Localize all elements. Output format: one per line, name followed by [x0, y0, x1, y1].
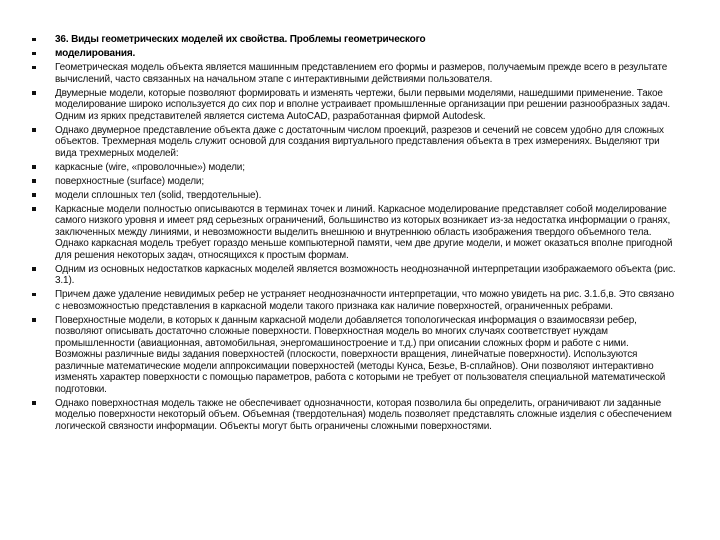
list-item [30, 62, 678, 85]
list-item [30, 398, 678, 433]
bullet-text: Каркасные модели полностью описываются в терминах точек и линий. Каркасное моделирование представляет собой моделирование самого низкого уровня и имеет ряд серьезных ограничений, большинство из которых возникает из-за недостатка информации о гранях, заключенных между линиями, и невозможности выделить внешнюю и внутреннюю область изображения твердого объемного тела. Однако каркасная модель требует гораздо меньше компьютерной памяти, чем две другие модели, и может оказаться вполне пригодной для решения некоторых задач, относящихся к простым формам. [55, 203, 673, 261]
bullet-square-icon [32, 165, 36, 169]
bullet-text: Поверхностные модели, в которых к данным каркасной модели добавляется топологическая информация о взаимосвязи ребер, позволяют описывать достаточно сложные поверхности. Поверхностная модель во многих случаях соответствует нуждам промышленности (авиационная, автомобильная, энергомашиностроение и т.д.) при описании сложных форм и работе с ними. Возможны различные виды задания поверхностей (плоскости, поверхности вращения, линейчатые поверхности). Используются различные математические модели аппроксимации поверхностей (методы Кунса, Безье, В-сплайнов). Они позволяют интерактивно изменять характер поверхности с помощью параметров, работа с которыми не требует от пользователя специальной математической подготовки. [55, 314, 666, 395]
list-item [30, 176, 678, 188]
bullet-text: поверхностные (surface) модели; [55, 175, 204, 187]
bullet-square-icon [32, 179, 36, 183]
list-item [30, 88, 678, 123]
bullet-text: Однако двумерное представление объекта даже с достаточным числом проекций, разрезов и сечений не совсем удобно для сложных объектов. Трехмерная модель служит основой для создания виртуального представления объекта в трех измерениях. Выделяют три вида трехмерных моделей: [55, 124, 664, 159]
list-item [30, 289, 678, 312]
bullet-text: каркасные (wire, «проволочные») модели; [55, 161, 245, 173]
bullet-text: Однако поверхностная модель также не обеспечивает однозначности, которая позволила бы определить, ограничивают ли заданные моделью поверхности некоторый объем. Объемная (твердотельная) модель позволяет представлять сложные изделия с обеспечением логической связности информации. Объекты могут быть ограничены сложными поверхностями. [55, 397, 672, 432]
bullet-text: Причем даже удаление невидимых ребер не устраняет неоднозначности интерпретации, что можно увидеть на рис. 3.1.б,в. Это связано с невозможностью представления в каркасной модели такого признака как наличие поверхностей, ограниченных ребрами. [55, 289, 674, 312]
bullet-square-icon [32, 193, 36, 197]
bullet-square-icon [32, 207, 36, 211]
bullet-text: модели сплошных тел (solid, твердотельные). [55, 189, 262, 201]
bullet-square-icon [32, 128, 36, 132]
bullet-square-icon [32, 293, 36, 297]
list-item [30, 162, 678, 174]
list-item [30, 34, 678, 46]
list-item [30, 48, 678, 60]
bullet-square-icon [32, 91, 36, 95]
bullet-text: Двумерные модели, которые позволяют формировать и изменять чертежи, были первыми моделями, нашедшими применение. Такое моделирование широко используется до сих пор и вполне устраивает промышленные организации при решении разнообразных задач. Одним из ярких представителей является система AutoCAD, разработанная фирмой Autodesk. [55, 87, 670, 122]
bullet-square-icon [32, 401, 36, 405]
bullet-square-icon [32, 66, 36, 70]
bullet-square-icon [32, 267, 36, 271]
slide-title-line-1: 36. Виды геометрических моделей их свойства. Проблемы геометрического [55, 34, 426, 45]
slide-title-line-2: моделирования. [55, 48, 136, 59]
bullet-square-icon [32, 38, 36, 42]
list-item [30, 264, 678, 287]
bullet-square-icon [32, 52, 36, 56]
list-item [30, 190, 678, 202]
bullet-text: Одним из основных недостатков каркасных моделей является возможность неоднозначной интерпретации изображаемого объекта (рис. 3.1). [55, 263, 676, 286]
list-item [30, 204, 678, 262]
list-item [30, 315, 678, 396]
bullet-text: Геометрическая модель объекта является машинным представлением его формы и размеров, получаемым прежде всего в результате вычислений, часто связанных на начальном этапе с интерактивными действиями пользователя. [55, 62, 668, 85]
bullet-list [30, 34, 678, 432]
bullet-square-icon [32, 318, 36, 322]
list-item [30, 125, 678, 160]
